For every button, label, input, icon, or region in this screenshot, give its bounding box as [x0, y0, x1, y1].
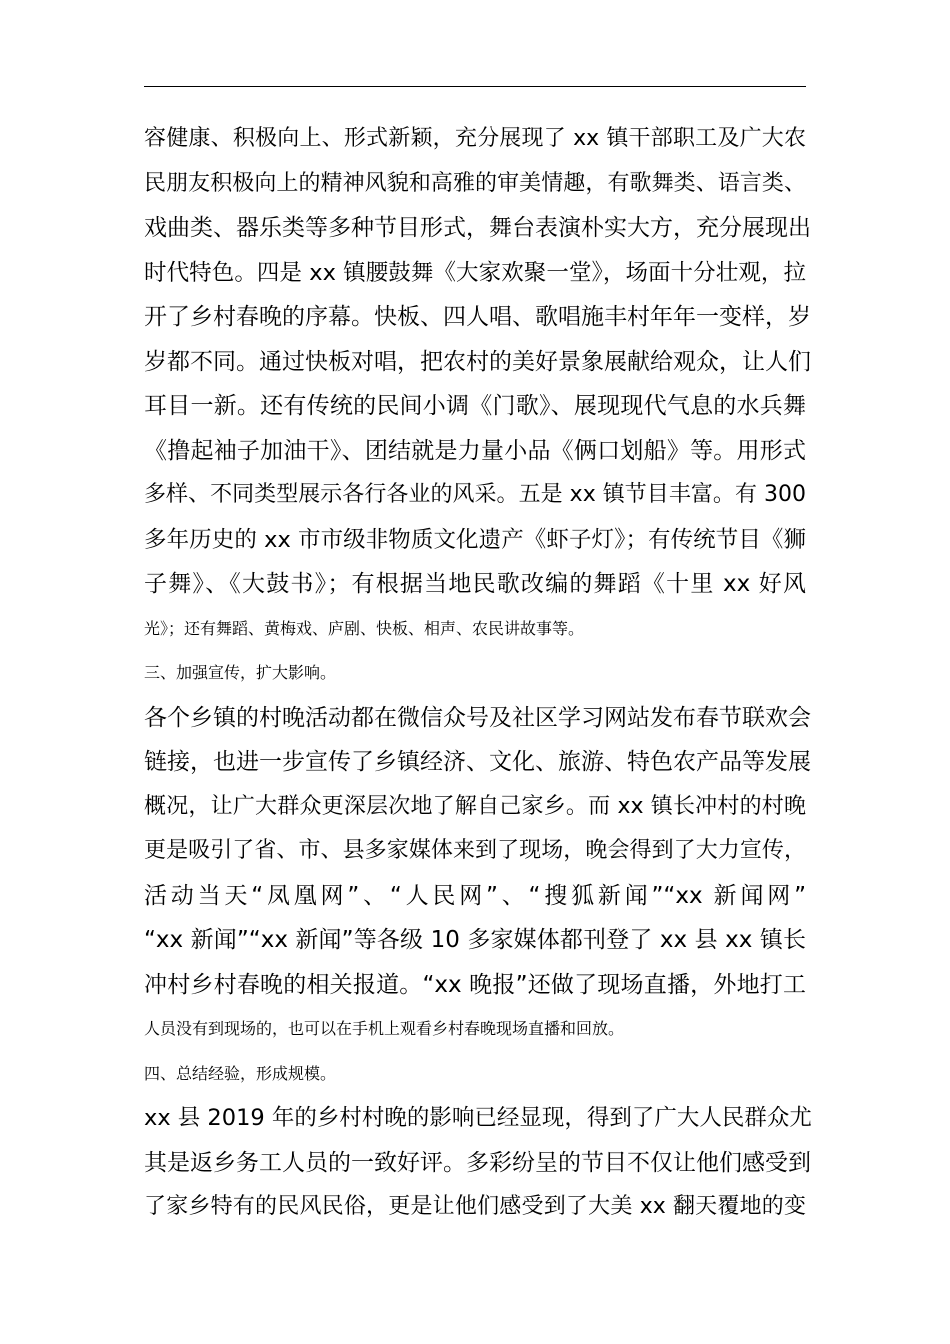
text-line: 冲村乡村春晚的相关报道。“xx 晚报”还做了现场直播，外地打工 [144, 971, 806, 998]
body-text [144, 117, 814, 1230]
text-line: 其是返乡务工人员的一致好评。多彩纷呈的节目不仅让他们感受到 [144, 1149, 811, 1176]
text-line: “xx 新闻”“xx 新闻”等各级 10 多家媒体都刊登了 xx 县 xx 镇长 [144, 927, 806, 953]
header-rule [144, 86, 806, 87]
text-line: 链接，也进一步宣传了乡镇经济、文化、旅游、特色农产品等发展 [144, 749, 811, 775]
section-heading: 四、总结经验，形成规模。 [144, 1063, 337, 1083]
text-line: 容健康、积极向上、形式新颖，充分展现了 xx 镇干部职工及广大农 [144, 126, 806, 151]
text-line: 光》；还有舞蹈、黄梅戏、庐剧、快板、相声、农民讲故事等。 [144, 618, 585, 638]
text-line: xx 县 2019 年的乡村村晚的影响已经显现，得到了广大人民群众尤 [144, 1105, 812, 1131]
text-line: 各个乡镇的村晚活动都在微信众号及社区学习网站发布春节联欢会 [144, 704, 811, 731]
text-line: 开了乡村春晚的序幕。快板、四人唱、歌唱施丰村年年一变样，岁 [144, 304, 811, 330]
text-line: 了家乡特有的民风民俗，更是让他们感受到了大美 xx 翻天覆地的变 [144, 1194, 806, 1219]
text-line: 《撸起袖子加油干》、团结就是力量小品《俩口划船》等。用形式 [144, 437, 806, 464]
text-line: 耳目一新。还有传统的民间小调《门歌》、展现现代气息的水兵舞 [144, 393, 806, 419]
text-line: 戏曲类、器乐类等多种节目形式，舞台表演朴实大方，充分展现出 [144, 215, 811, 241]
text-line: 多样、不同类型展示各行各业的风采。五是 xx 镇节目丰富。有 300 [144, 482, 806, 507]
text-line: 民朋友积极向上的精神风貌和高雅的审美情趣，有歌舞类、语言类、 [144, 170, 806, 196]
text-line: 更是吸引了省、市、县多家媒体来到了现场，晚会得到了大力宣传， [144, 838, 806, 863]
text-line: 岁都不同。通过快板对唱，把农村的美好景象展献给观众，让人们 [144, 348, 811, 375]
text-line: 子舞》、《大鼓书》；有根据当地民歌改编的舞蹈《十里 xx 好风 [144, 571, 806, 597]
text-line: 活动当天“凤凰网”、“人民网”、“搜狐新闻”“xx 新闻网” [144, 882, 806, 909]
text-line: 时代特色。四是 xx 镇腰鼓舞《大家欢聚一堂》，场面十分壮观，拉 [144, 259, 806, 286]
text-line: 人员没有到现场的，也可以在手机上观看乡村春晚现场直播和回放。 [144, 1019, 625, 1038]
section-heading: 三、加强宣传，扩大影响。 [144, 663, 337, 682]
text-line: 概况，让广大群众更深层次地了解自己家乡。而 xx 镇长冲村的村晚 [144, 793, 806, 819]
text-line: 多年历史的 xx 市市级非物质文化遗产《虾子灯》；有传统节目《狮 [144, 526, 806, 553]
